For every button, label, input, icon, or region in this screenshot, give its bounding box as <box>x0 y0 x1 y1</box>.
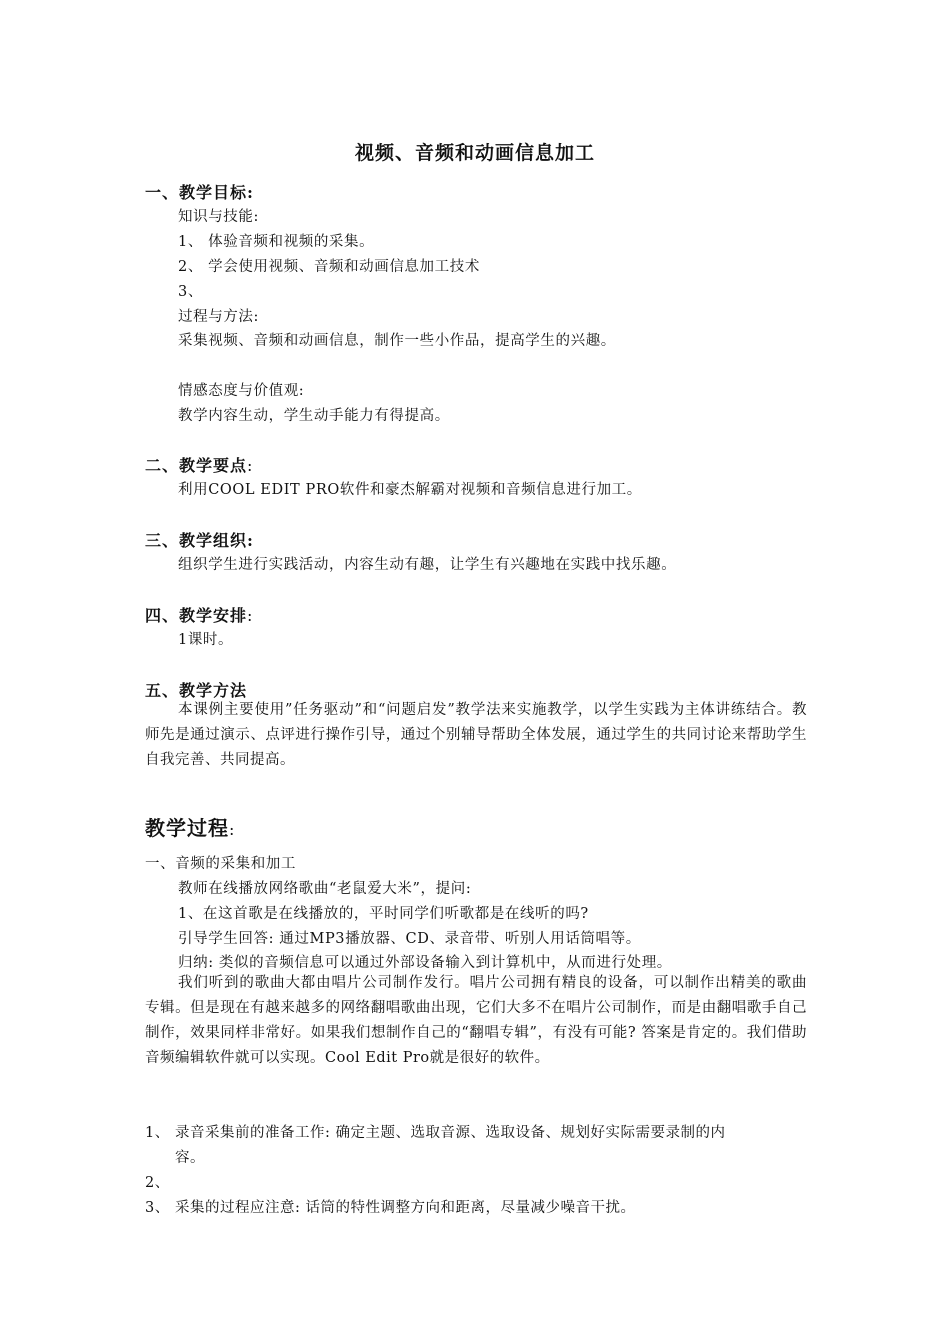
section-heading-keypoints: 二、教学要点: <box>145 456 254 475</box>
text-line: 1课时。 <box>178 632 234 648</box>
list-text: 录音采集前的准备工作: 确定主题、选取音源、选取设备、规划好实际需要录制的内 <box>175 1125 726 1141</box>
method-paragraph: 本课例主要使用”任务驱动”和“问题启发”教学法来实施教学，以学生实践为主体讲练结合。教师先是通过演示、点评进行操作引导，通过个别辅导帮助全体发展，通过学生的共同讨论来帮助学生自我完善、共同提高。 <box>145 702 807 768</box>
text-line: 教师在线播放网络歌曲“老鼠爱大米”，提问: <box>178 881 472 897</box>
list-item <box>145 1196 807 1221</box>
text-line: 引导学生回答: 通过MP3播放器、CD、录音带、听别人用话筒唱等。 <box>178 931 641 947</box>
list-item <box>145 1121 807 1171</box>
process-paragraph: 我们听到的歌曲大都由唱片公司制作发行。唱片公司拥有精良的设备，可以制作出精美的歌曲专辑。但是现在有越来越多的网络翻唱歌曲出现，它们大多不在唱片公司制作，而是由翻唱歌手自己制作，效果同样非常好。如果我们想制作自己的“翻唱专辑”，有没有可能? 答案是肯定的。我们借助音频编辑软件就可以实现。Cool Edit Pro就是很好的软件。 <box>145 975 807 1066</box>
text-line: 组织学生进行实践活动，内容生动有趣，让学生有兴趣地在实践中找乐趣。 <box>178 557 677 573</box>
text-line: 1、在这首歌是在线播放的，平时同学们听歌都是在线听的吗? <box>178 906 589 922</box>
section-heading-organization: 三、教学组织: <box>145 531 254 550</box>
text-line: 归纳: 类似的音频信息可以通过外部设备输入到计算机中，从而进行处理。 <box>178 955 672 971</box>
list-text: 采集的过程应注意: 话筒的特性调整方向和距离，尽量减少噪音干扰。 <box>175 1200 636 1216</box>
document-title: 视频、音频和动画信息加工 <box>354 142 595 164</box>
text-line: 知识与技能: <box>178 209 259 225</box>
section-heading-method: 五、教学方法 <box>145 681 248 700</box>
text-line: 过程与方法: <box>178 309 259 325</box>
list-number: 1、 <box>145 1125 170 1141</box>
list-item <box>145 1171 807 1196</box>
text-line: 教学内容生动，学生动手能力有得提高。 <box>178 408 450 424</box>
text-line: 情感态度与价值观: <box>178 383 305 399</box>
section-heading-objectives: 一、教学目标: <box>145 183 254 202</box>
list-number: 3、 <box>145 1200 170 1216</box>
text-line: 采集视频、音频和动画信息，制作一些小作品，提高学生的兴趣。 <box>178 333 616 349</box>
section-heading-schedule: 四、教学安排: <box>145 606 254 625</box>
text-line: 2、 学会使用视频、音频和动画信息加工技术 <box>178 259 480 275</box>
text-line: 3、 <box>178 284 203 300</box>
text-line: 1、 体验音频和视频的采集。 <box>178 234 375 250</box>
list-text-cont: 容。 <box>175 1150 205 1166</box>
text-line: 利用COOL EDIT PRO软件和豪杰解霸对视频和音频信息进行加工。 <box>178 482 642 498</box>
list-number: 2、 <box>145 1175 170 1191</box>
section-heading-process: 教学过程: <box>145 816 236 840</box>
text-line: 一、音频的采集和加工 <box>145 856 296 872</box>
